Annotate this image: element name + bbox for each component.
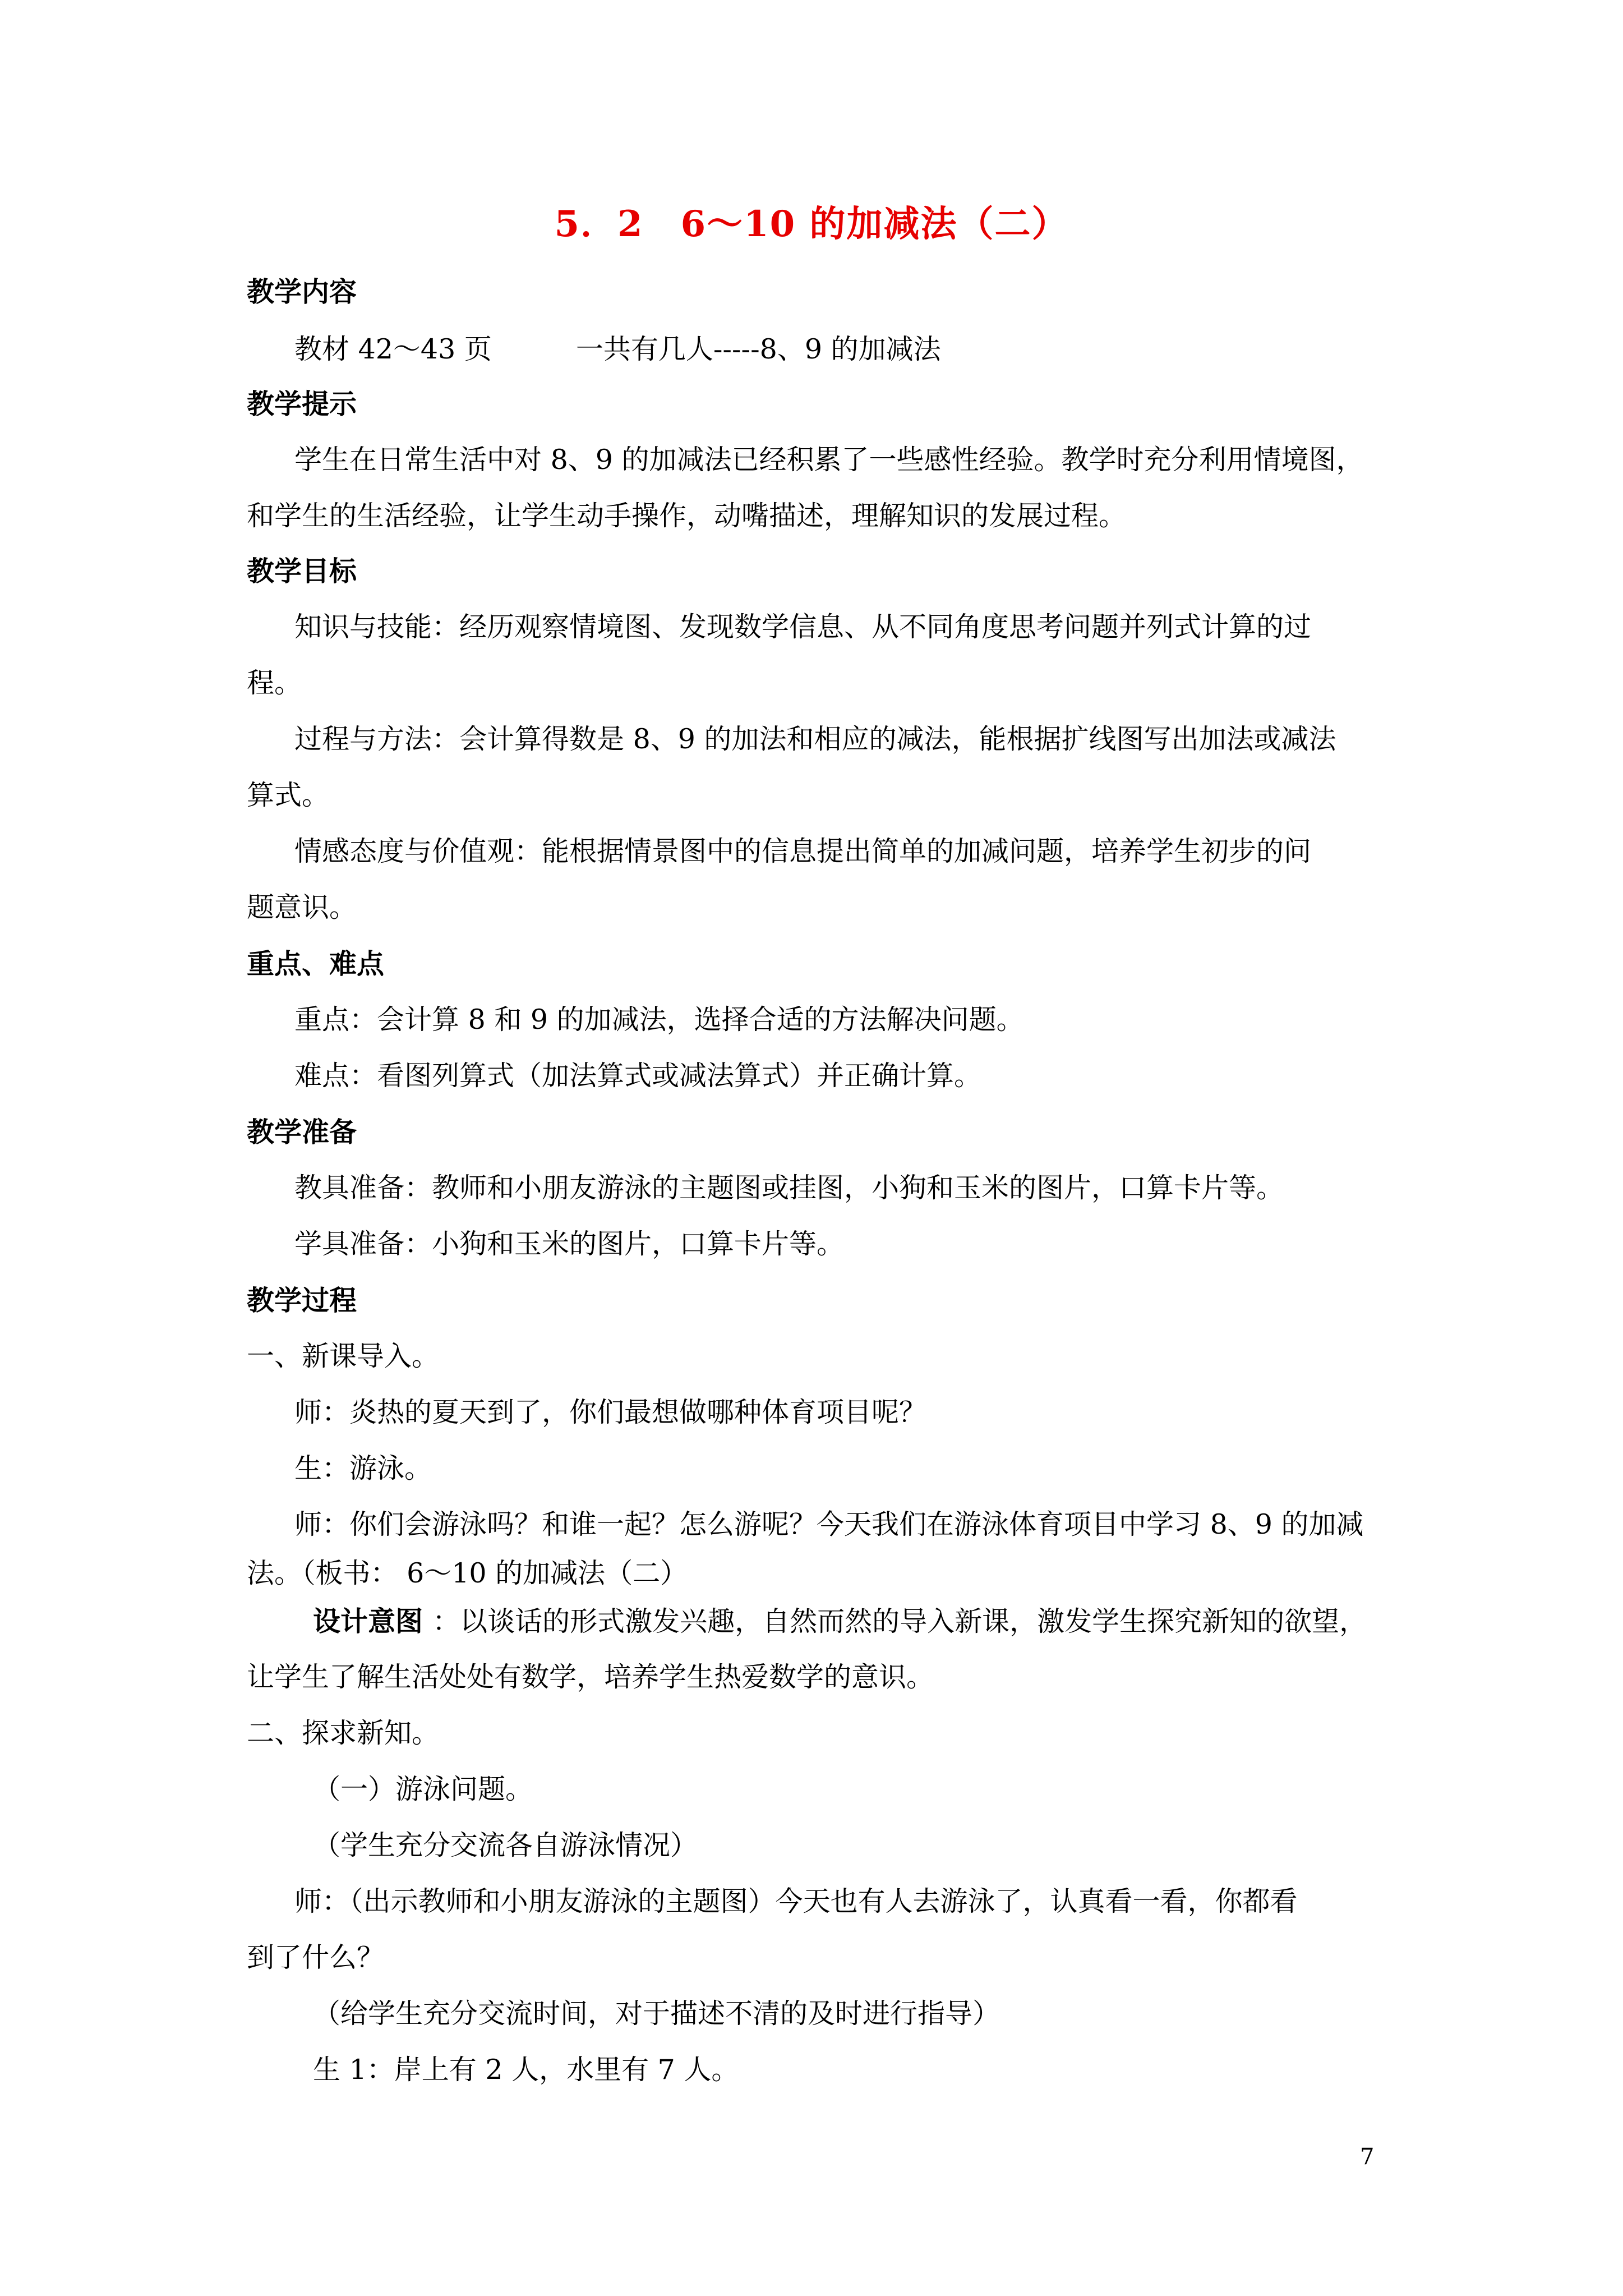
key-point: 重点：会计算 8 和 9 的加减法，选择合适的方法解决问题。 <box>294 1004 1024 1036</box>
heading-preparation: 教学准备 <box>247 1116 357 1148</box>
part-2-title: 二、探求新知。 <box>247 1717 440 1749</box>
part-1-title: 一、新课导入。 <box>247 1340 440 1372</box>
difficult-point: 难点：看图列算式（加法算式或减法算式）并正确计算。 <box>294 1060 982 1092</box>
teacher-line-2a: 师：你们会游泳吗？和谁一起？怎么游呢？今天我们在游泳体育项目中学习 8、9 的加减 <box>294 1508 1364 1540</box>
goal-2-line-1: 过程与方法：会计算得数是 8、9 的加法和相应的减法，能根据扩线图写出加法或减法 <box>294 723 1336 755</box>
page-number: 7 <box>1360 2144 1375 2170</box>
design-intent-line-1 <box>313 1602 1457 1641</box>
prep-student: 学具准备：小狗和玉米的图片，口算卡片等。 <box>294 1228 845 1260</box>
content-line <box>294 330 1438 369</box>
part-2-teacher-line-1a: 师：（出示教师和小朋友游泳的主题图）今天也有人去游泳了，认真看一看，你都看 <box>294 1885 1298 1917</box>
goal-1-line-2: 程。 <box>247 667 302 699</box>
part-2-sub-1: （一）游泳问题。 <box>313 1773 533 1805</box>
heading-tips: 教学提示 <box>247 388 357 420</box>
part-2-teacher-line-1b: 到了什么？ <box>247 1941 385 1973</box>
part-2-student-line-1: 生 1：岸上有 2 人，水里有 7 人。 <box>313 2054 739 2086</box>
design-intent-label: 设计意图 <box>313 1605 433 1637</box>
goal-3-line-2: 题意识。 <box>247 891 357 923</box>
lesson-topic: 一共有几人-----8、9 的加减法 <box>575 333 941 365</box>
tips-line-1: 学生在日常生活中对 8、9 的加减法已经积累了一些感性经验。教学时充分利用情境图， <box>294 444 1364 476</box>
goal-3-line-1: 情感态度与价值观：能根据情景图中的信息提出简单的加减问题，培养学生初步的问 <box>294 835 1312 867</box>
design-intent-text: ：以谈话的形式激发兴趣，自然而然的导入新课，激发学生探究新知的欲望， <box>432 1605 1367 1637</box>
prep-teacher: 教具准备：教师和小朋友游泳的主题图或挂图，小狗和玉米的图片，口算卡片等。 <box>294 1172 1284 1204</box>
goal-1-line-1: 知识与技能：经历观察情境图、发现数学信息、从不同角度思考问题并列式计算的过 <box>294 611 1312 643</box>
teacher-line-2b: 法。（板书： 6～10 的加减法（二） <box>247 1557 688 1589</box>
page-title: 5．2 6～10 的加减法（二） <box>554 203 1069 245</box>
teacher-line-1: 师：炎热的夏天到了，你们最想做哪种体育项目呢？ <box>294 1396 927 1428</box>
part-2-note-1: （学生充分交流各自游泳情况） <box>313 1829 698 1861</box>
heading-content: 教学内容 <box>247 275 357 308</box>
heading-key-points: 重点、难点 <box>247 947 385 980</box>
heading-goals: 教学目标 <box>247 555 357 587</box>
part-2-note-2: （给学生充分交流时间，对于描述不清的及时进行指导） <box>313 1998 1000 2030</box>
heading-process: 教学过程 <box>247 1284 357 1317</box>
textbook-pages: 教材 42～43 页 <box>294 333 492 365</box>
goal-2-line-2: 算式。 <box>247 779 330 811</box>
student-line-1: 生：游泳。 <box>294 1452 432 1484</box>
design-intent-line-2: 让学生了解生活处处有数学，培养学生热爱数学的意识。 <box>247 1661 934 1693</box>
tips-line-2: 和学生的生活经验，让学生动手操作，动嘴描述，理解知识的发展过程。 <box>247 500 1127 532</box>
